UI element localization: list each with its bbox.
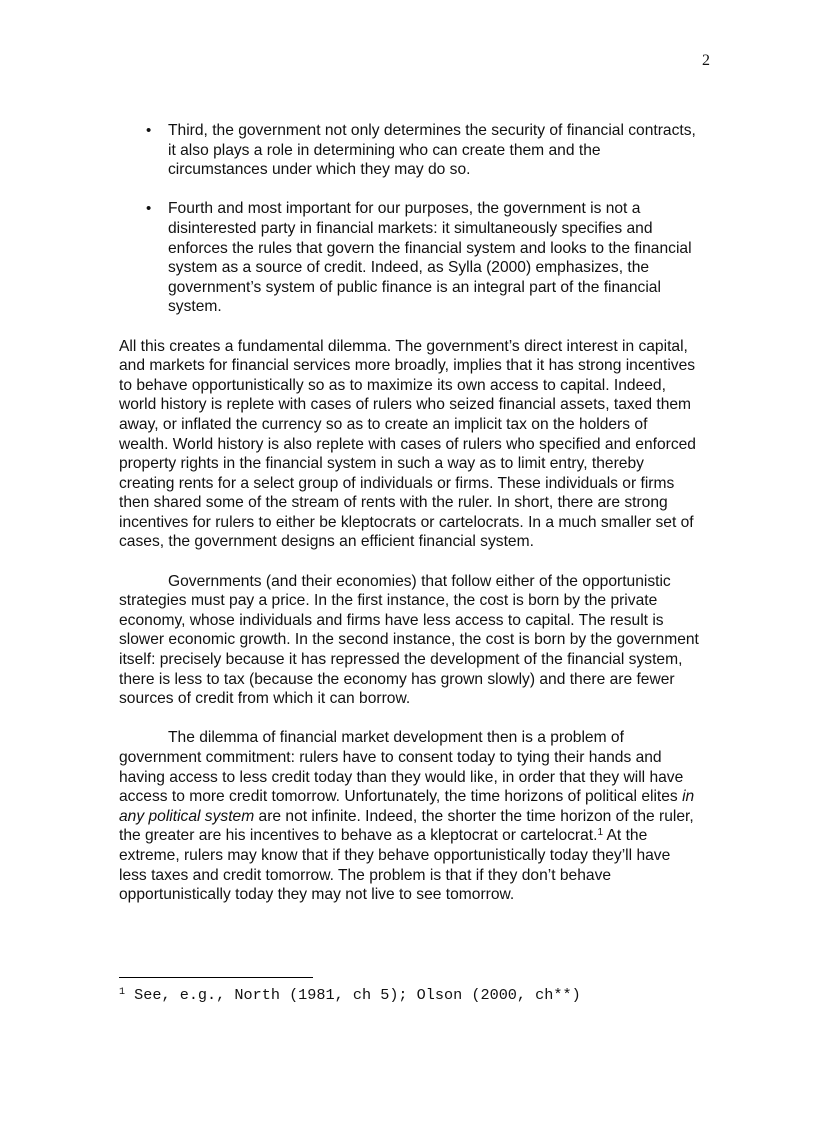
footnote-text: See, e.g., North (1981, ch 5); Olson (2000, ch**)	[125, 986, 581, 1004]
body-text	[119, 121, 699, 924]
paragraph-governments: Governments (and their economies) that follow either of the opportunistic strategies must pay a price. In the first instance, the cost is born by the private economy, whose individuals and firms have less access to capital. The result is slower economic growth. In the second instance, the cost is born by the government itself: precisely because it has repressed the development of the financial system, there is less to tax (because the economy has grown slowly) and there are fewer sources of credit from which it can borrow.	[119, 572, 699, 708]
bullet-icon: •	[146, 200, 152, 218]
italic-phrase: in any political system	[119, 788, 695, 825]
footnote-divider	[119, 977, 313, 978]
bullet-icon: •	[146, 122, 152, 139]
paragraph-dilemma: All this creates a fundamental dilemma. The government’s direct interest in capital, and markets for financial services more broadly, implies that it has strong incentives to behave opportunistically so as to maximize its own access to capital. Indeed, world history is replete with cases of rulers who seized financial assets, taxed them away, or inflated the currency so as to create an implicit tax on the holders of wealth. World history is also replete with cases of rulers who specified and enforced property rights in the financial system in such a way as to limit entry, thereby creating rents for a select group of individuals or firms. These individuals or firms then shared some of the stream of rents with the ruler. In short, there are strong incentives for rulers to either be kleptocrats or cartelocrats. In a much smaller set of cases, the government designs an efficient financial system.	[119, 337, 696, 551]
paragraph-text: are not infinite. Indeed, the shorter the time horizon of the ruler, the greater are his incentives to behave as a kleptocrat or cartelocrat.	[119, 807, 694, 845]
footnote-reference[interactable]: 1	[597, 827, 604, 839]
paragraph-text: At the extreme, rulers may know that if they behave opportunistically today they’ll have less taxes and credit tomorrow. The problem is that if they don’t behave opportunistically today they may not live to see tomorrow.	[119, 827, 671, 904]
footnote	[119, 986, 719, 1004]
bullet-item	[119, 121, 699, 180]
bullet-text: Fourth and most important for our purposes, the government is not a disinterested party in financial markets: it simultaneously specifies and enforces the rules that govern the financial system and looks to the financial system as a source of credit. Indeed, as Sylla (2000) emphasizes, the government’s system of public finance is an integral part of the financial system.	[168, 200, 692, 316]
bullet-list	[119, 121, 699, 317]
page-number: 2	[702, 52, 710, 69]
paragraph-text: The dilemma of financial market development then is a problem of government commitment: rulers have to consent today to tying their hands and having access to less credit today than they would like, in order that they will have access to more credit tomorrow. Unfortunately, the time horizons of political elites	[119, 729, 684, 806]
bullet-text: Third, the government not only determines the security of financial contracts, it also plays a role in determining who can create them and the circumstances under which they may do so.	[168, 122, 696, 179]
paragraph-commitment	[119, 728, 699, 904]
footnote-marker: 1	[119, 987, 126, 998]
bullet-item	[119, 199, 699, 317]
